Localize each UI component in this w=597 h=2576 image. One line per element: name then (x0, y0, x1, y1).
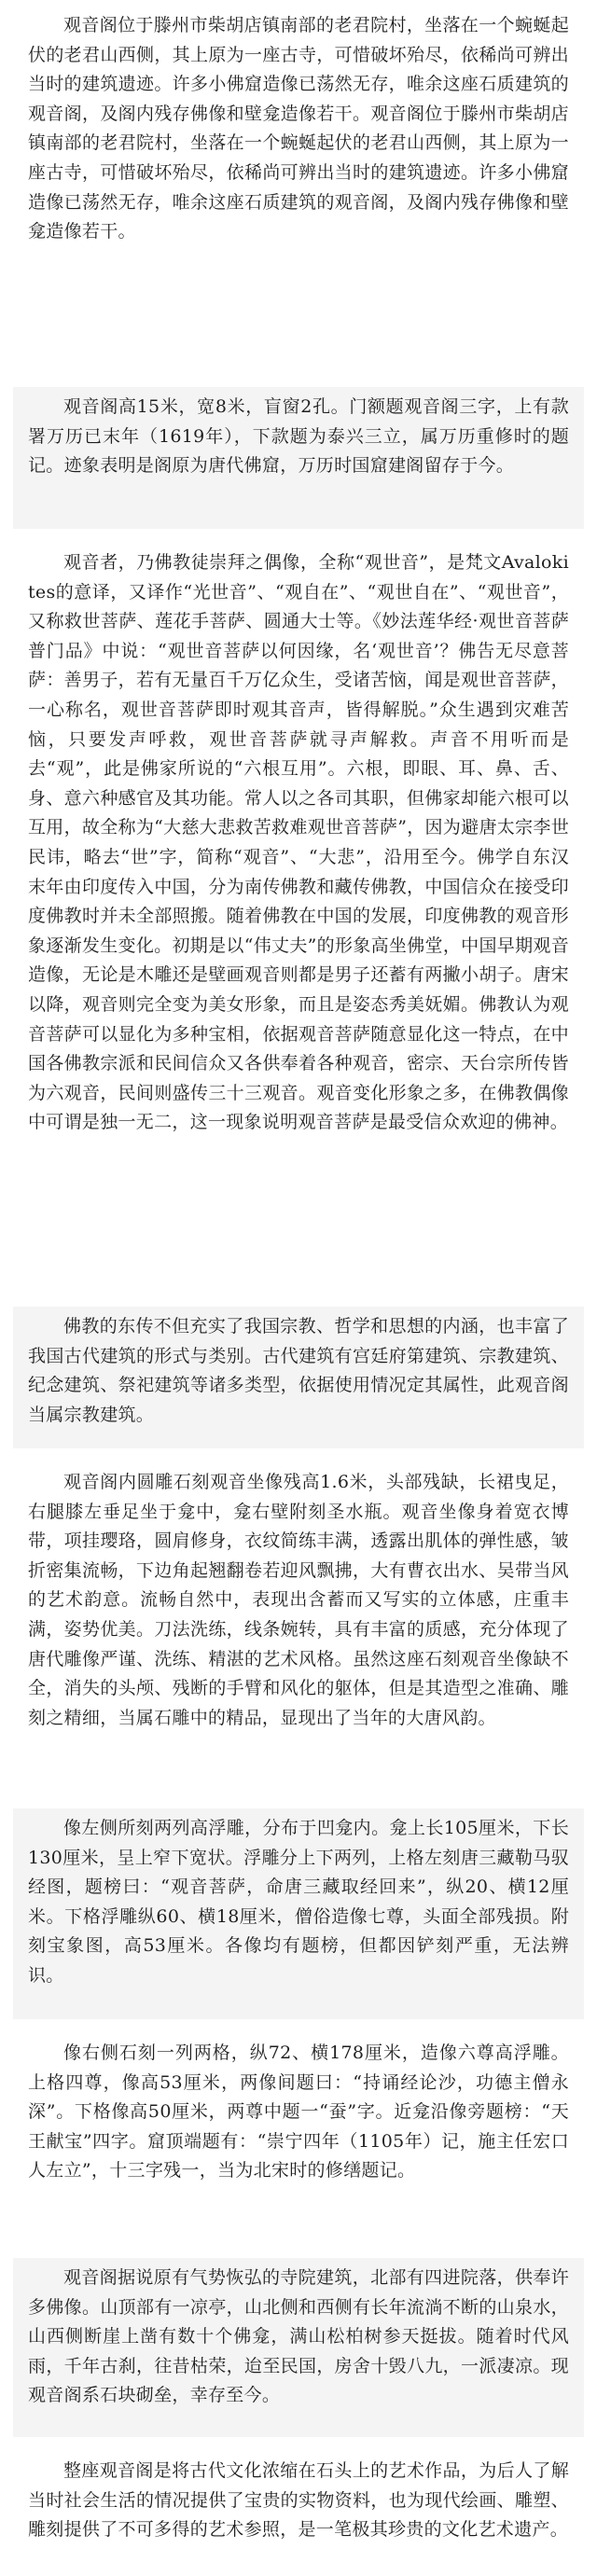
paragraph-temple-history: 观音阁据说原有气势恢弘的寺院建筑，北部有四进院落，供奉许多佛像。山顶部有一凉亭，山北侧和西侧有长年流淌不断的山泉水，山西侧断崖上凿有数十个佛龛，满山松柏树参天挺拔。随着时代风雨，千年古刹，往昔枯荣，迨至民国，房舍十毁八九，一派凄凉。现观音阁系石块砌垒，幸存至今。 (13, 2258, 584, 2437)
paragraph-right-relief: 像右侧石刻一列两格，纵72、横178厘米，造像六尊高浮雕。上格四尊，像高53厘米，两像间题曰：“持诵经论沙，功德主僧永深”。下格像高50厘米，两尊中题一“蚕”字。近龛沿像旁题榜：“天王献宝”四字。窟顶端题有：“崇宁四年（1105年）记，施主任宏口人左立”，十三字残一，当为北宋时的修缮题记。 (28, 2043, 569, 2181)
paragraph-divider (13, 2437, 584, 2451)
paragraph-divider (13, 1794, 584, 1808)
paragraph-divider (13, 2244, 584, 2258)
paragraph-left-relief: 像左侧所刻两列高浮雕，分布于凹龛内。龛上长105厘米，下长130厘米，呈上窄下宽状。浮雕分上下两列，上格左刻唐三藏勒马驭经图，题榜曰：“观音菩萨，命唐三藏取经回来”，纵20、横12厘米。下格浮雕纵60、横18厘米，僧俗造像七尊，头面全部残损。附刻宝象图，高53厘米。各像均有题榜，但都因铲刻严重，无法辨识。 (13, 1808, 584, 2019)
paragraph-statue: 观音阁内圆雕石刻观音坐像残高1.6米，头部残缺，长裙曳足，右腿膝左垂足坐于龛中，龛右壁附刻圣水瓶。观音坐像身着宽衣博带，项挂璎珞，圆肩修身，衣纹简练丰满，透露出肌体的弹性感，皱折密集流畅，下边角起翘翻卷若迎风飘拂，大有曹衣出水、吴带当风的艺术韵意。流畅自然中，表现出含蓄而又写实的立体感，庄重丰满，姿势优美。刀法洗练，线条婉转，具有丰富的质感，充分体现了唐代雕像严谨、洗练、精湛的艺术风格。虽然这座石刻观音坐像缺不全，消失的头颅、残断的手臂和风化的躯体，但是其造型之准确、雕刻之精细，当属石雕中的精品，显现出了当年的大唐风韵。 (28, 1472, 569, 1728)
paragraph-conclusion: 整座观音阁是将古代文化浓缩在石头上的艺术作品，为后人了解当时社会生活的情况提供了宝贵的实物资料，也为现代绘画、雕塑、雕刻提供了不可多得的艺术参照，是一笔极其珍贵的文化艺术遗产。 (28, 2460, 569, 2541)
paragraph-divider (13, 1293, 584, 1307)
paragraph-buddhism-architecture: 佛教的东传不但充实了我国宗教、哲学和思想的内涵，也丰富了我国古代建筑的形式与类别。古代建筑有宫廷府第建筑、宗教建筑、纪念建筑、祭祀建筑等诸多类型，依据使用情况定其属性，此观音阁当属宗教建筑。 (13, 1307, 584, 1448)
paragraph-guanyin-origin: 观音者，乃佛教徒崇拜之偶像，全称“观世音”，是梵文Avalokites的意译，又译作“光世音”、“观自在”、“观世自在”、“观世音”，又称救世菩萨、莲花手菩萨、圆通大士等。《妙法莲华经·观世音菩萨普门品》中说：“观世音菩萨以何因缘，名‘观世音’？佛告无尽意菩萨：善男子，若有无量百千万亿众生，受诸苦恼，闻是观世音菩萨，一心称名，观世音菩萨即时观其音声，皆得解脱。”众生遇到灾难苦恼，只要发声呼救，观世音菩萨就寻声解救。声音不用听而是去“观”，此是佛家所说的“六根互用”。六根，即眼、耳、鼻、舌、身、意六种感官及其功能。常人以之各司其职，但佛家却能六根可以互用，故全称为“大慈大悲救苦救难观世音菩萨”，因为避唐太宗李世民讳，略去“世”字，简称“观音”、“大悲”，沿用至今。佛学自东汉末年由印度传入中国，分为南传佛教和藏传佛教，中国信众在接受印度佛教时并未全部照搬。随着佛教在中国的发展，印度佛教的观音形象逐渐发生变化。初期是以“伟丈夫”的形象高坐佛堂，中国早期观音造像，无论是木雕还是壁画观音则都是男子还蓄有两撇小胡子。唐宋以降，观音则完全变为美女形象，而且是姿态秀美妩媚。佛教认为观音菩萨可以显化为多种宝相，依据观音菩萨随意显化这一特点，在中国各佛教宗派和民间信众又各供奉着各种观音，密宗、天台宗所传皆为六观音，民间则盛传三十三观音。观音变化形象之多，在佛教偶像中可谓是独一无二，这一现象说明观音菩萨是最受信众欢迎的佛神。 (28, 552, 569, 1133)
paragraph-divider (13, 1448, 584, 1462)
paragraph-divider (13, 529, 584, 543)
paragraph-divider (13, 373, 584, 387)
paragraph-dimensions: 观音阁高15米，宽8米，盲窗2孔。门额题观音阁三字，上有款署万历已末年（1619年），下款题为泰兴三立，属万历重修时的题记。迹象表明是阁原为唐代佛窟，万历时国窟建阁留存于今。 (13, 387, 584, 529)
paragraph-divider (13, 2019, 584, 2033)
paragraph-location: 观音阁位于滕州市柴胡店镇南部的老君院村，坐落在一个蜿蜒起伏的老君山西侧，其上原为一座古寺，可惜破坏殆尽，依稀尚可辨出当时的建筑遗迹。许多小佛窟造像已荡然无存，唯余这座石质建筑的观音阁，及阁内残存佛像和壁龛造像若干。观音阁位于滕州市柴胡店镇南部的老君院村，坐落在一个蜿蜒起伏的老君山西侧，其上原为一座古寺，可惜破坏殆尽，依稀尚可辨出当时的建筑遗迹。许多小佛窟造像已荡然无存，唯余这座石质建筑的观音阁，及阁内残存佛像和壁龛造像若干。 (28, 15, 569, 242)
